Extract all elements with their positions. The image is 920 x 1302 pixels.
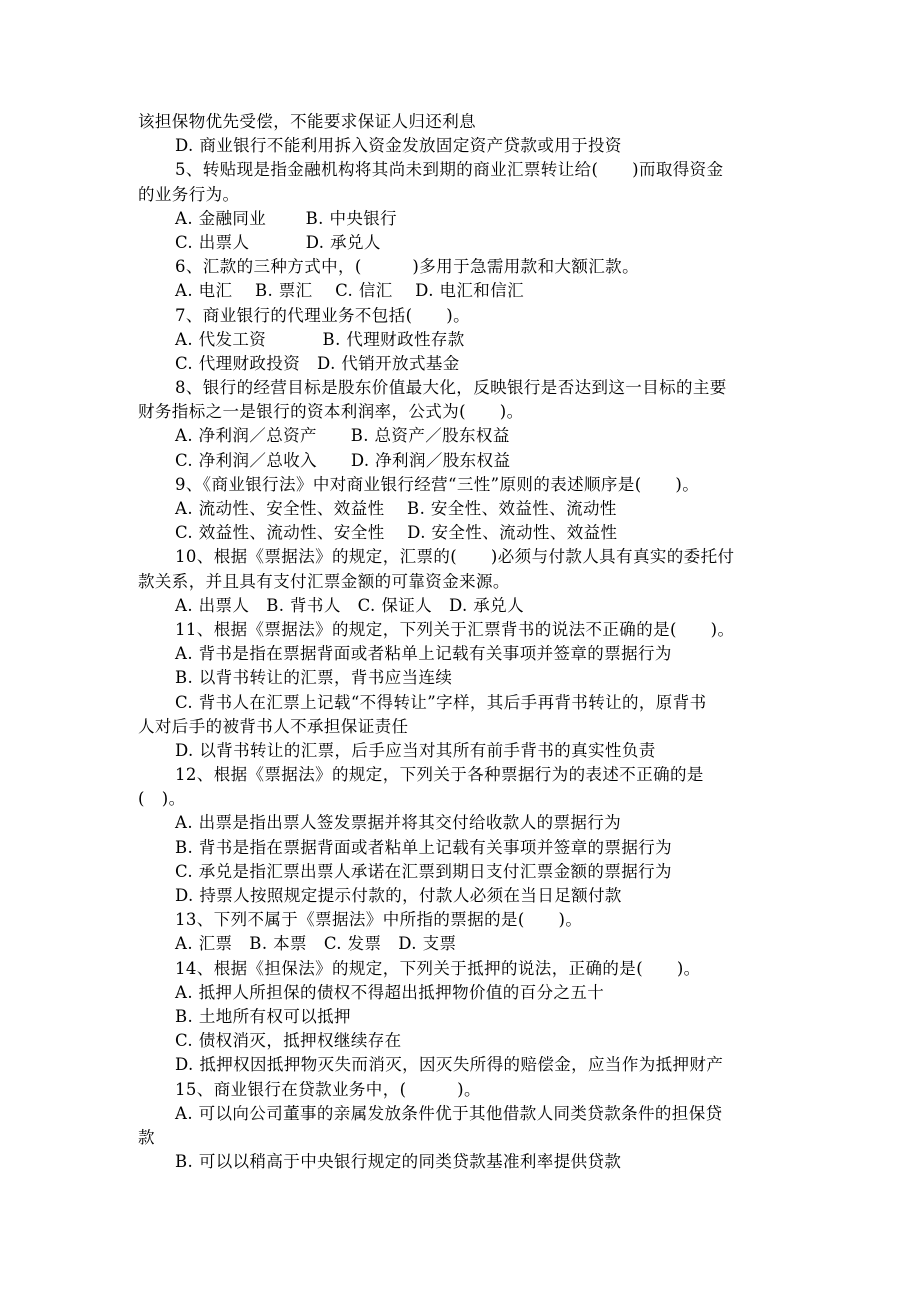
- text-line: A. 净利润／总资产 B. 总资产／股东权益: [175, 426, 510, 446]
- text-line: B. 土地所有权可以抵押: [175, 1006, 351, 1026]
- text-line: A. 可以向公司董事的亲属发放条件优于其他借款人同类贷款条件的担保贷: [175, 1103, 723, 1123]
- text-line: B. 可以以稍高于中央银行规定的同类贷款基准利率提供贷款: [175, 1152, 622, 1172]
- text-line: C. 承兑是指汇票出票人承诺在汇票到期日支付汇票金额的票据行为: [175, 861, 672, 881]
- text-line: A. 流动性、安全性、效益性 B. 安全性、效益性、流动性: [175, 499, 617, 518]
- document-page: [138, 110, 780, 1174]
- text-line: A. 金融同业 B. 中央银行: [175, 208, 398, 228]
- text-line: C. 效益性、流动性、安全性 D. 安全性、流动性、效益性: [175, 523, 618, 543]
- text-line: 6、汇款的三种方式中，( )多用于急需用款和大额汇款。: [175, 257, 639, 277]
- text-line: B. 背书是指在票据背面或者粘单上记载有关事项并签章的票据行为: [175, 837, 673, 857]
- text-line: 13、下列不属于《票据法》中所指的票据的是( )。: [175, 910, 583, 930]
- text-line: C. 代理财政投资 D. 代销开放式基金: [175, 353, 460, 373]
- text-line: 款关系，并且具有支付汇票金额的可靠资金来源。: [138, 571, 510, 591]
- text-line: B. 以背书转让的汇票，背书应当连续: [175, 668, 453, 688]
- text-line: 15、商业银行在贷款业务中，( )。: [175, 1079, 481, 1099]
- text-line: D. 持票人按照规定提示付款的，付款人必须在当日足额付款: [175, 886, 622, 905]
- text-line: A. 背书是指在票据背面或者粘单上记载有关事项并签章的票据行为: [175, 644, 672, 664]
- text-line: 的业务行为。: [138, 184, 240, 204]
- text-line: 7、商业银行的代理业务不包括( )。: [175, 305, 470, 325]
- text-line: D. 抵押权因抵押物灭失而消灭，因灭失所得的赔偿金，应当作为抵押财产: [175, 1055, 724, 1075]
- text-line: A. 电汇 B. 票汇 C. 信汇 D. 电汇和信汇: [175, 281, 525, 301]
- text-line: 款: [138, 1127, 155, 1147]
- text-line: 财务指标之一是银行的资本利润率，公式为( )。: [138, 402, 524, 422]
- text-line: 该担保物优先受偿，不能要求保证人归还利息: [138, 112, 476, 131]
- text-line: ( )。: [138, 789, 186, 809]
- text-line: C. 出票人 D. 承兑人: [175, 232, 381, 252]
- text-line: A. 汇票 B. 本票 C. 发票 D. 支票: [175, 934, 457, 954]
- text-line: 9、《商业银行法》中对商业银行经营“三性”原则的表述顺序是( )。: [175, 474, 700, 494]
- text-line: 8、银行的经营目标是股东价值最大化，反映银行是否达到这一目标的主要: [175, 378, 727, 398]
- text-line: 人对后手的被背书人不承担保证责任: [138, 716, 409, 736]
- text-line: D. 以背书转让的汇票，后手应当对其所有前手背书的真实性负责: [175, 740, 656, 760]
- text-line: A. 抵押人所担保的债权不得超出抵押物价值的百分之五十: [175, 982, 605, 1002]
- text-line: C. 背书人在汇票上记载“不得转让”字样，其后手再背书转让的，原背书: [175, 692, 707, 712]
- text-line: 14、根据《担保法》的规定，下列关于抵押的说法，正确的是( )。: [175, 958, 701, 978]
- text-line: A. 代发工资 B. 代理财政性存款: [175, 329, 465, 349]
- text-line: 12、根据《票据法》的规定，下列关于各种票据行为的表述不正确的是: [175, 765, 704, 785]
- text-line: C. 净利润／总收入 D. 净利润／股东权益: [175, 450, 511, 470]
- text-line: 11、根据《票据法》的规定，下列关于汇票背书的说法不正确的是( )。: [175, 619, 735, 639]
- text-line: C. 债权消灭，抵押权继续存在: [175, 1031, 402, 1051]
- text-line: 10、根据《票据法》的规定，汇票的( )必须与付款人具有真实的委托付: [175, 547, 735, 567]
- text-line: A. 出票是指出票人签发票据并将其交付给收款人的票据行为: [175, 813, 622, 833]
- text-line: D. 商业银行不能利用拆入资金发放固定资产贷款或用于投资: [175, 136, 622, 156]
- text-line: 5、转贴现是指金融机构将其尚未到期的商业汇票转让给( )而取得资金: [175, 160, 724, 180]
- text-line: A. 出票人 B. 背书人 C. 保证人 D. 承兑人: [175, 595, 524, 615]
